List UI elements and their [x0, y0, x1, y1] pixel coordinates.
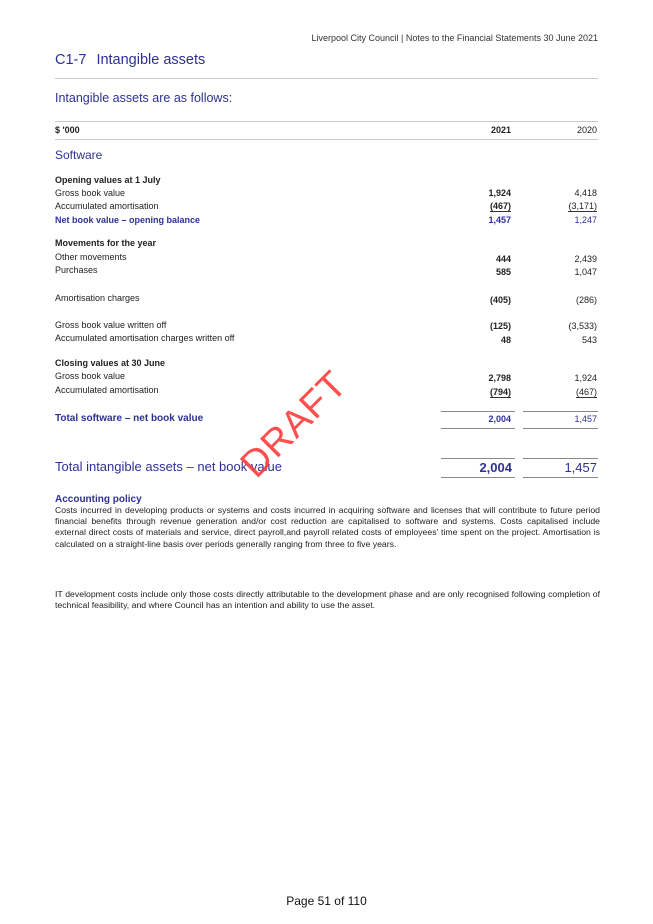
- row-label: Gross book value: [55, 371, 126, 381]
- table-row: [55, 188, 598, 202]
- value-2020: 1,047: [574, 267, 597, 277]
- movements-heading-row: [55, 238, 598, 252]
- row-label: Amortisation charges: [55, 293, 140, 303]
- col-2021-header: 2021: [490, 125, 511, 135]
- value-2020: 1,457: [574, 414, 597, 424]
- grand-total-label: Total intangible assets – net book value: [55, 459, 282, 474]
- value-2021: 1,457: [488, 215, 511, 225]
- row-label: Accumulated amortisation: [55, 201, 159, 211]
- grand-total-2021: 2,004: [479, 460, 512, 475]
- row-label: Other movements: [55, 252, 127, 262]
- page-number: Page 51 of 110: [286, 894, 367, 908]
- table-row: [55, 252, 598, 266]
- row-label: Net book value – opening balance: [55, 215, 201, 225]
- policy-paragraph-2: IT development costs include only those costs directly attributable to the development phase and are only recognised following completion of technical feasibility, and where Council has an intention and ability to use the asset.: [55, 589, 600, 611]
- table-subtitle: Intangible assets are as follows:: [55, 91, 233, 105]
- closing-heading: Closing values at 30 June: [55, 358, 166, 368]
- section-number: C1-7: [55, 52, 87, 68]
- section-heading: [55, 52, 205, 68]
- value-2021: 2,798: [488, 373, 511, 383]
- value-2021: (125): [489, 321, 511, 331]
- value-2020: (467): [575, 387, 597, 397]
- movements-heading: Movements for the year: [55, 238, 157, 248]
- table-header-rule: [55, 139, 598, 140]
- table-row: [55, 265, 598, 279]
- value-2020: 543: [581, 335, 597, 345]
- section-title: Intangible assets: [96, 52, 206, 68]
- opening-heading-row: [55, 175, 598, 189]
- table-header-row: [55, 125, 598, 139]
- value-2021: 585: [495, 267, 511, 277]
- value-2020: (3,171): [568, 201, 597, 211]
- policy-title: Accounting policy: [55, 494, 142, 505]
- value-2020: (3,533): [568, 321, 597, 331]
- row-label: Purchases: [55, 265, 98, 275]
- unit-label: $ '000: [55, 125, 80, 135]
- row-label: Gross book value written off: [55, 320, 167, 330]
- section-divider: [55, 78, 598, 79]
- table-row: [55, 201, 598, 215]
- row-label: Accumulated amortisation charges written off: [55, 333, 235, 343]
- value-2021: 48: [500, 335, 511, 345]
- col-2020-header: 2020: [576, 125, 597, 135]
- value-2020: 1,247: [574, 215, 597, 225]
- value-2021: (794): [489, 387, 511, 397]
- table-top-rule: [55, 121, 598, 122]
- opening-heading: Opening values at 1 July: [55, 175, 161, 185]
- value-2021: 444: [495, 254, 511, 264]
- value-2020: (286): [575, 295, 597, 305]
- value-2021: 2,004: [488, 414, 511, 424]
- table-row: [55, 320, 598, 334]
- category-title: Software: [55, 148, 103, 162]
- value-2020: 1,924: [574, 373, 597, 383]
- row-label: Total software – net book value: [55, 413, 204, 424]
- table-row-subtotal: [55, 215, 598, 229]
- value-2020: 4,418: [574, 188, 597, 198]
- draft-watermark: DRAFT: [232, 363, 356, 486]
- policy-paragraph-1: Costs incurred in developing products or systems and costs incurred in acquiring software and licenses that will contribute to future period financial benefits through revenue generation and/or cost reduction are capitalised to software and systems. Costs capitalised include external direct costs of materials and service, direct payroll,and payroll related costs of employees' time spent on the project. Amortisation is calculated on a straight-line basis over periods generally ranging from three to five years.: [55, 505, 600, 549]
- grand-total-2020: 1,457: [564, 460, 597, 475]
- value-2020: 2,439: [574, 254, 597, 264]
- row-label: Accumulated amortisation: [55, 385, 159, 395]
- value-2021: (405): [489, 295, 511, 305]
- row-label: Gross book value: [55, 188, 126, 198]
- table-row: [55, 293, 598, 307]
- running-header: Liverpool City Council | Notes to the Financial Statements 30 June 2021: [311, 33, 598, 43]
- table-row: [55, 333, 598, 347]
- value-2021: (467): [489, 201, 511, 211]
- value-2021: 1,924: [488, 188, 511, 198]
